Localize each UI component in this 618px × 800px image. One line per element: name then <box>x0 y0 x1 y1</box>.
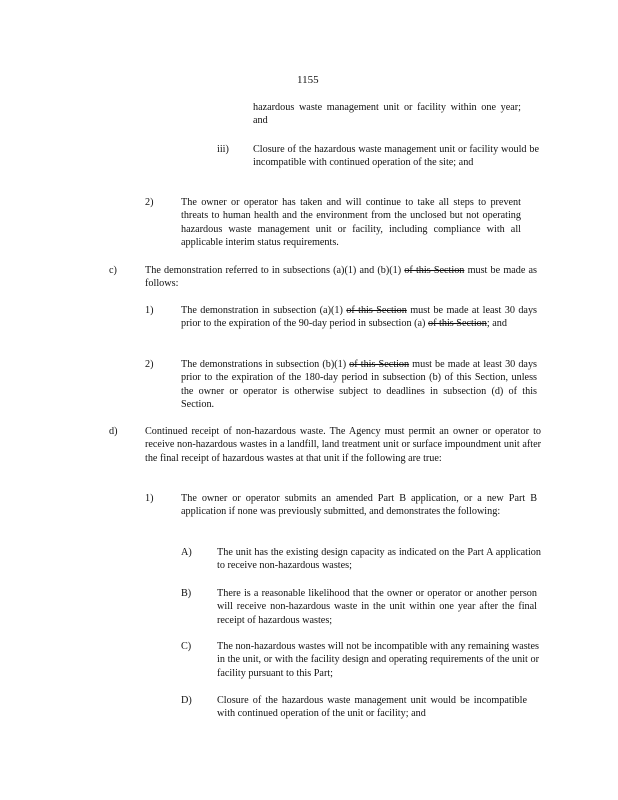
text-run: The demonstration in subsection (a)(1) <box>181 305 343 316</box>
paragraph-label: 1) <box>145 305 154 316</box>
paragraph-label: B) <box>181 588 192 599</box>
paragraph-label: D) <box>181 695 192 706</box>
paragraph-text <box>181 358 537 412</box>
paragraph-label: 2) <box>145 197 154 208</box>
paragraph-label: C) <box>181 641 192 652</box>
paragraph-text: There is a reasonable likelihood that the owner or operator or another person will receive non-hazardous waste in the unit within one year after the final receipt of hazardous wastes; <box>217 588 537 626</box>
paragraph-text: The non-hazardous wastes will not be incompatible with any remaining wastes in the unit, or with the facility design and operating requirements of the unit or facility pursuant to this Part; <box>217 641 539 679</box>
paragraph-text <box>145 264 537 291</box>
paragraph-text <box>181 304 537 331</box>
page-number: 1155 <box>297 74 319 86</box>
paragraph-text: The owner or operator submits an amended Part B application, or a new Part B application if none was previously submitted, and demonstrates the following: <box>181 493 537 518</box>
paragraph-label: 1) <box>145 493 154 504</box>
text-run: The demonstration referred to in subsections (a)(1) and (b)(1) <box>145 265 402 276</box>
paragraph-text: Closure of the hazardous waste management unit would be incompatible with continued operation of the unit or facility; and <box>217 695 527 720</box>
paragraph-label: 2) <box>145 359 154 370</box>
paragraph-label: c) <box>109 265 117 276</box>
paragraph-text: Closure of the hazardous waste management unit or facility would be incompatible with continued operation of the site; and <box>253 144 539 169</box>
text-run: must be made at least 30 days prior to the expiration of the 90-day period in subsection (a) <box>181 305 538 330</box>
paragraph-label: iii) <box>217 144 229 155</box>
text-run: must be made as follows: <box>145 265 538 290</box>
paragraph-label: A) <box>181 547 192 558</box>
struck-text: of this Section <box>427 318 487 330</box>
struck-text: of this Section <box>349 359 410 370</box>
paragraph-text: The unit has the existing design capacity as indicated on the Part A application to receive non-hazardous wastes; <box>217 547 541 572</box>
paragraph-text: Continued receipt of non-hazardous waste. The Agency must permit an owner or operator to receive non-hazardous wastes in a landfill, land treatment unit or surface impoundment unit after the final receipt of hazardous wastes at that unit if the following are true: <box>145 426 541 464</box>
struck-text: of this Section <box>404 265 465 276</box>
paragraph-text: The owner or operator has taken and will continue to take all steps to prevent threats to human health and the environment from the unclosed but not operating hazardous waste management unit or facility, including compliance with all applicable interim status requirements. <box>181 197 521 249</box>
struck-text: of this Section <box>346 305 407 316</box>
text-run: must be made at least 30 days prior to the expiration of the 180-day period in subsection (b) of this Section, unless the owner or operator is otherwise subject to deadlines in subsection (d) of this Section. <box>181 359 538 411</box>
text-run: ; and <box>486 318 507 330</box>
paragraph-b1ii-continuation: hazardous waste management unit or facility within one year; and <box>253 102 521 127</box>
paragraph-label: d) <box>109 426 118 437</box>
text-run: The demonstrations in subsection (b)(1) <box>181 359 347 370</box>
